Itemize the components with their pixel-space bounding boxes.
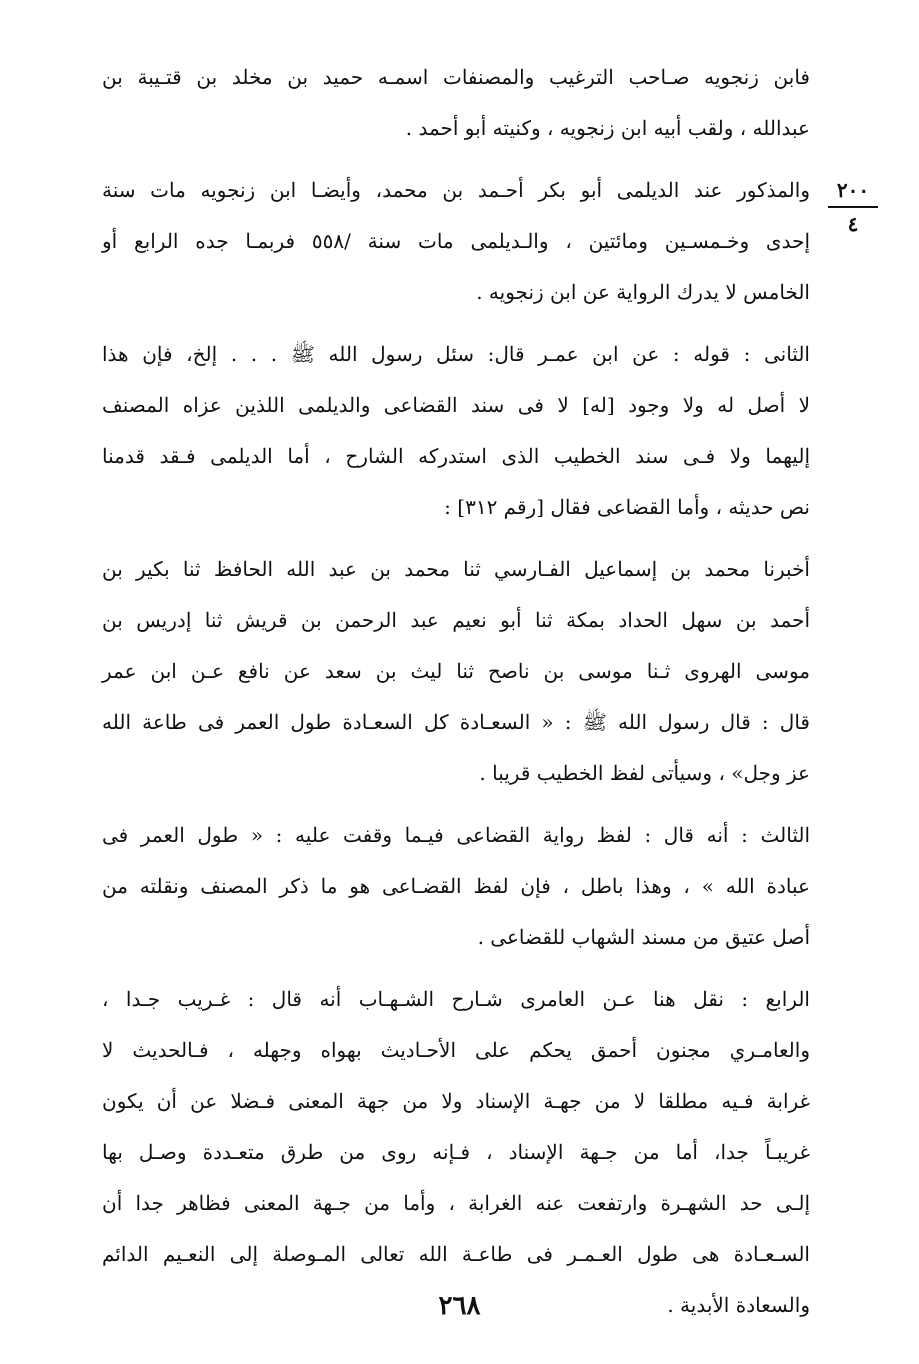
text-line: الخامس لا يدرك الرواية عن ابن زنجويه . bbox=[476, 280, 810, 304]
text-line: الرابع : نقل هنا عـن العامرى شـارح الشـهـاب أنه قال : غـريب جـدا ، bbox=[102, 987, 810, 1011]
text-line: غريبـاً جدا، أما من جـهة الإسناد ، فـإنه روى من طرق متعـددة وصـل بها bbox=[102, 1140, 810, 1164]
paragraph-1 bbox=[102, 52, 810, 154]
paragraph-6 bbox=[102, 974, 810, 1331]
paragraph-3 bbox=[102, 329, 810, 533]
text-line: عز وجل» ، وسيأتى لفظ الخطيب قريبا . bbox=[479, 761, 810, 785]
text-line: عبادة الله » ، وهذا باطل ، فإن لفظ القضـاعى هو ما ذكر المصنف ونقلته من bbox=[102, 874, 810, 898]
text-line: والمذكور عند الديلمى أبو بكر أحـمد بن محمد، وأيضـا ابن زنجويه مات سنة bbox=[102, 178, 810, 202]
margin-reference bbox=[826, 178, 880, 236]
main-text bbox=[102, 52, 810, 1342]
text-line: فابن زنجويه صـاحب الترغيب والمصنفات اسمـه حميد بن مخلد بن قتـيبة بن bbox=[102, 65, 810, 89]
margin-reference-rule bbox=[828, 206, 878, 208]
text-line: والعامـري مجنون أحمق يحكم على الأحـاديث بهواه وجهله ، فـالحديث لا bbox=[102, 1038, 810, 1062]
text-line: أحمد بن سهل الحداد بمكة ثنا أبو نعيم عبد الرحمن بن قريش ثنا إدريس بن bbox=[102, 608, 810, 632]
text-line: أخبرنا محمد بن إسماعيل الفـارسي ثنا محمد بن عبد الله الحافظ ثنا بكير بن bbox=[102, 557, 810, 581]
text-line: نص حديثه ، وأما القضاعى فقال [رقم ٣١٢] : bbox=[444, 495, 810, 519]
text-line: إلـى حد الشهـرة وارتفعت عنه الغرابة ، وأما من جـهة المعنى فظاهر جدا أن bbox=[102, 1191, 810, 1215]
text-line: موسى الهروى ثـنا موسى بن ناصح ثنا ليث بن سعد عن نافع عـن ابن عمر bbox=[102, 659, 810, 683]
text-line: غرابة فـيه مطلقا لا من جهـة الإسناد ولا من جهة المعنى فـضلا عن أن يكون bbox=[102, 1089, 810, 1113]
text-line: لا أصل له ولا وجود [له] لا فى سند القضاعى والديلمى اللذين عزاه المصنف bbox=[102, 393, 810, 417]
text-line: السـعـادة هى طول العـمـر فى طاعـة الله تعالى المـوصلة إلى النعـيم الدائم bbox=[102, 1242, 810, 1266]
text-line: الثانى : قوله : عن ابن عمـر قال: سئل رسول الله ﷺ . . . إلخ، فإن هذا bbox=[102, 342, 810, 366]
paragraph-4 bbox=[102, 544, 810, 799]
text-line: الثالث : أنه قال : لفظ رواية القضاعى فيـما وقفت عليه : « طول العمر فى bbox=[102, 823, 811, 847]
margin-reference-bottom: ٤ bbox=[847, 212, 859, 236]
text-line: قال : قال رسول الله ﷺ : « السعـادة كل السعـادة طول العمر فى طاعة الله bbox=[102, 710, 810, 734]
text-line: عبدالله ، ولقب أبيه ابن زنجويه ، وكنيته أبو أحمد . bbox=[405, 116, 810, 140]
margin-reference-top: ٢٠٠ bbox=[836, 178, 870, 202]
text-line: إحدى وخـمسـين ومائتين ، والـديلمى مات سنة /٥٥٨ فربمـا جده الرابع أو bbox=[102, 229, 810, 253]
text-line: أصل عتيق من مسند الشهاب للقضاعى . bbox=[477, 925, 810, 949]
text-line: إليهما ولا فـى سند الخطيب الذى استدركه الشارح ، أما الديلمى فـقد قدمنا bbox=[102, 444, 810, 468]
paragraph-5 bbox=[102, 810, 810, 963]
text-line: والسعادة الأبدية . bbox=[667, 1293, 810, 1317]
paragraph-2 bbox=[102, 165, 810, 318]
page-number: ٢٦٨ bbox=[438, 1291, 481, 1321]
